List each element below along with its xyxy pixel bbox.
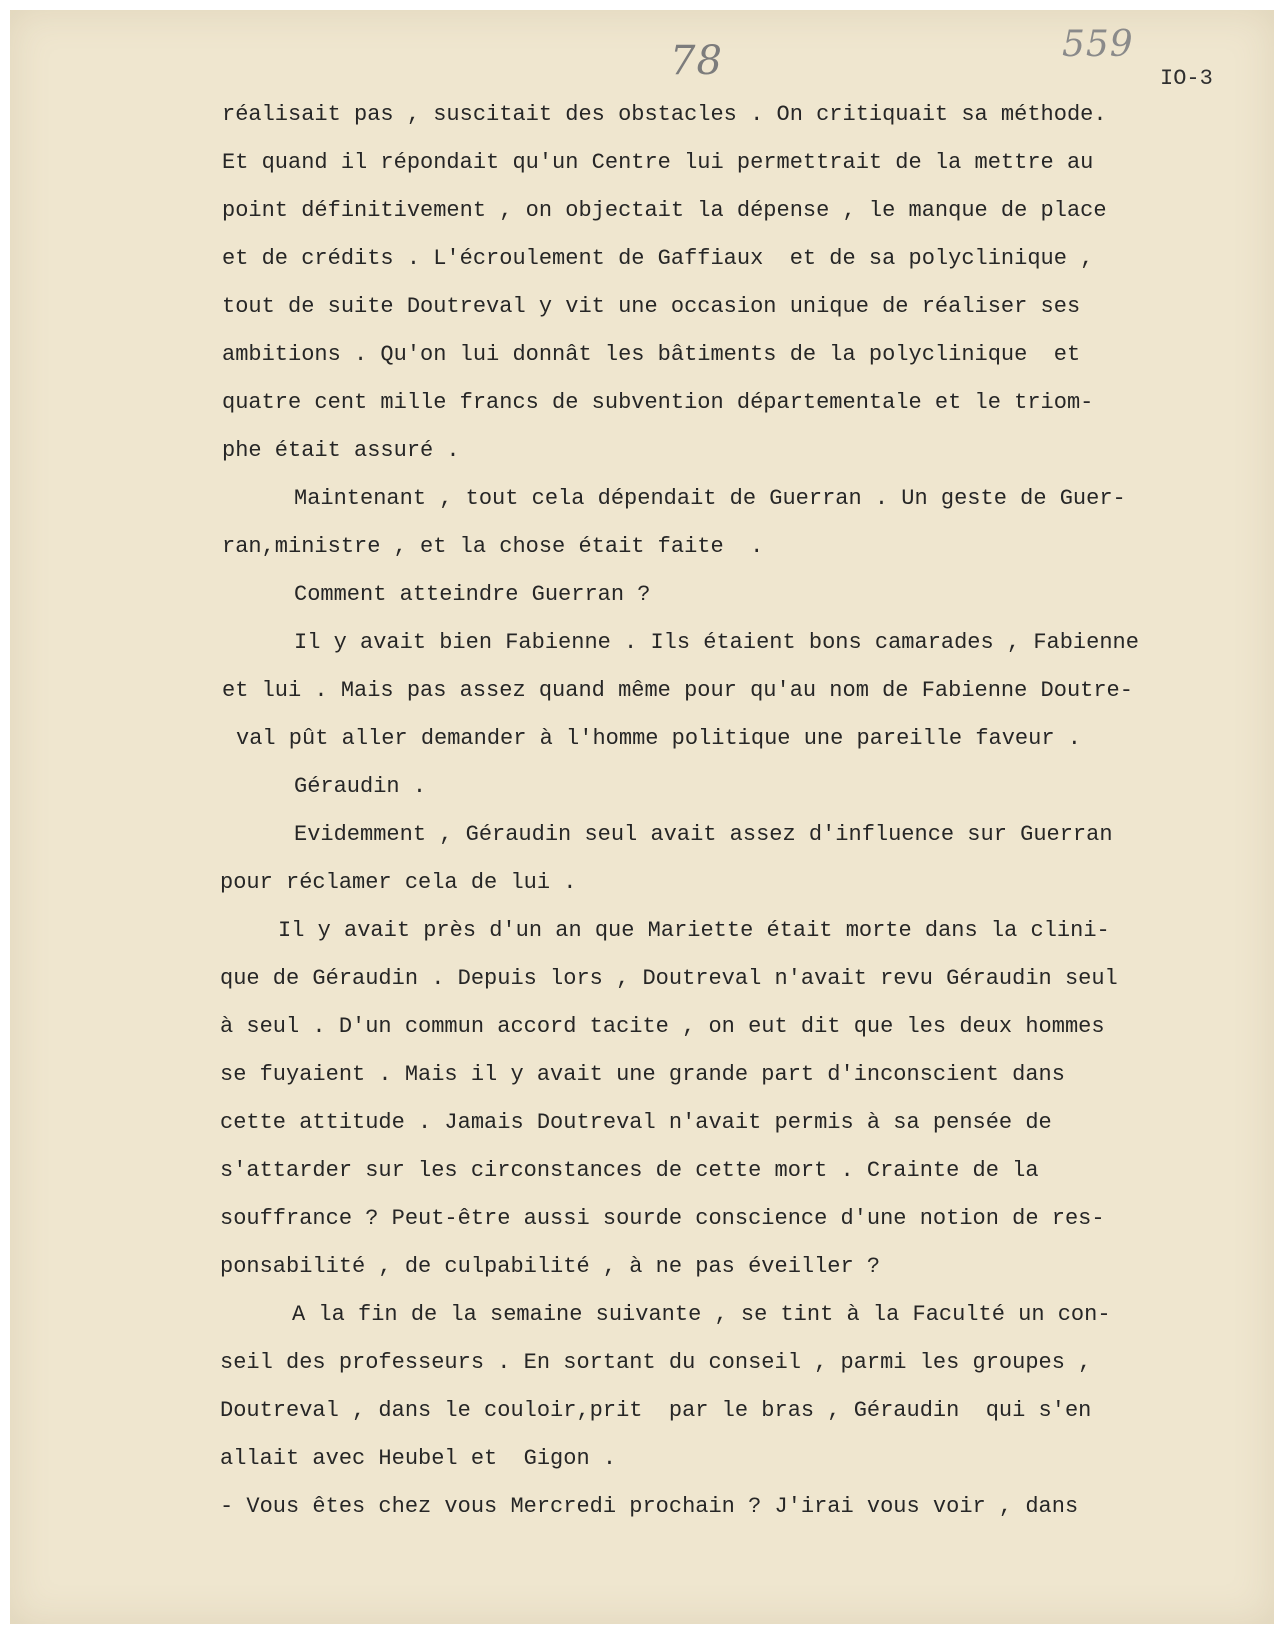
text-line: réalisait pas , suscitait des obstacles . On critiquait sa méthode. bbox=[222, 102, 1107, 127]
typed-page-reference: IO-3 bbox=[1160, 66, 1213, 91]
text-line: A la fin de la semaine suivante , se tint à la Faculté un con- bbox=[292, 1302, 1111, 1327]
text-line: Il y avait bien Fabienne . Ils étaient bons camarades , Fabienne bbox=[294, 630, 1139, 655]
text-line: Il y avait près d'un an que Mariette était morte dans la clini- bbox=[278, 918, 1110, 943]
typescript-page bbox=[10, 10, 1274, 1624]
text-line: allait avec Heubel et Gigon . bbox=[220, 1446, 617, 1471]
text-line: que de Géraudin . Depuis lors , Doutreval n'avait revu Géraudin seul bbox=[220, 966, 1118, 991]
text-line: ran,ministre , et la chose était faite . bbox=[222, 534, 764, 559]
text-line: souffrance ? Peut-être aussi sourde conscience d'une notion de res- bbox=[220, 1206, 1105, 1231]
text-line: à seul . D'un commun accord tacite , on eut dit que les deux hommes bbox=[220, 1014, 1105, 1039]
text-line: ponsabilité , de culpabilité , à ne pas éveiller ? bbox=[220, 1254, 881, 1279]
text-line: pour réclamer cela de lui . bbox=[220, 870, 577, 895]
text-line: phe était assuré . bbox=[222, 438, 460, 463]
text-line: Comment atteindre Guerran ? bbox=[294, 582, 651, 607]
text-line: et de crédits . L'écroulement de Gaffiaux et de sa polyclinique , bbox=[222, 246, 1094, 271]
typed-body-text bbox=[10, 10, 1274, 1519]
text-line: Maintenant , tout cela dépendait de Guerran . Un geste de Guer- bbox=[294, 486, 1126, 511]
handwritten-folio-number: 78 bbox=[670, 38, 723, 84]
text-line: Géraudin . bbox=[294, 774, 427, 799]
text-line: Et quand il répondait qu'un Centre lui permettrait de la mettre au bbox=[222, 150, 1094, 175]
text-line: s'attarder sur les circonstances de cette mort . Crainte de la bbox=[220, 1158, 1039, 1183]
handwritten-archive-number: 559 bbox=[1062, 24, 1134, 65]
text-line: se fuyaient . Mais il y avait une grande part d'inconscient dans bbox=[220, 1062, 1065, 1087]
text-line: Doutreval , dans le couloir,prit par le bras , Géraudin qui s'en bbox=[220, 1398, 1092, 1423]
text-line: seil des professeurs . En sortant du conseil , parmi les groupes , bbox=[220, 1350, 1092, 1375]
text-line: et lui . Mais pas assez quand même pour qu'au nom de Fabienne Doutre- bbox=[222, 678, 1133, 703]
text-line: Evidemment , Géraudin seul avait assez d'influence sur Guerran bbox=[294, 822, 1113, 847]
text-line: quatre cent mille francs de subvention départementale et le triom- bbox=[222, 390, 1094, 415]
text-line: ambitions . Qu'on lui donnât les bâtiments de la polyclinique et bbox=[222, 342, 1081, 367]
text-line: tout de suite Doutreval y vit une occasion unique de réaliser ses bbox=[222, 294, 1081, 319]
text-line: point définitivement , on objectait la dépense , le manque de place bbox=[222, 198, 1107, 223]
text-line: val pût aller demander à l'homme politique une pareille faveur . bbox=[236, 726, 1081, 751]
text-line: cette attitude . Jamais Doutreval n'avait permis à sa pensée de bbox=[220, 1110, 1052, 1135]
text-line: - Vous êtes chez vous Mercredi prochain ? J'irai vous voir , dans bbox=[220, 1494, 1079, 1519]
